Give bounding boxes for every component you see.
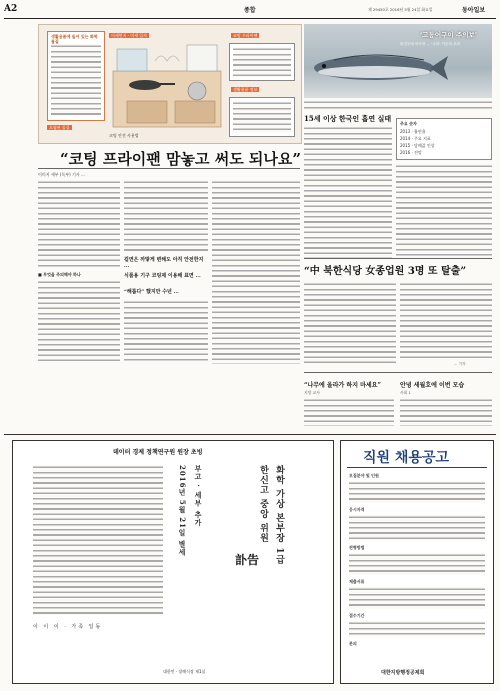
job-ad-org: 대한지방행정공제회 [381,670,425,676]
main-body-col1 [38,180,120,270]
job-ad-title-rule [347,467,487,468]
main-headline: “코팅 프라이팬 맘놓고 써도 되나요” [60,150,302,168]
ad-section-rule [4,434,496,435]
small-left-body [304,398,394,426]
masthead-rule [4,18,496,19]
right-top-body-col2 [396,164,492,258]
notice-vertical-text: 한신고 중앙 위원 [258,465,268,544]
middle-body-col2 [400,282,492,360]
job-ad-item: 전형방법 [349,545,365,550]
infographic-label: 코팅 안전 사용법 [109,133,139,138]
stats-item: 2014 · 주요 지표 [400,136,431,141]
issue-info: 제 29450호 2016년 5월 24일 화요일 [368,7,433,12]
section-title: 종합 [244,7,256,14]
job-ad-item: 접수기간 [349,613,365,618]
job-ad-item: 문의 [349,641,357,646]
paper-name: 동아일보 [462,7,486,14]
main-body-col2b [124,300,208,364]
job-ad-item: 응시자격 [349,507,365,512]
main-deck-2: 식품용 기구 코팅제 이용해 표면 ... [124,273,201,279]
main-body-col3 [212,180,300,364]
infographic-label: 미세먼지 · 미세 입자 [111,33,147,38]
main-byline: 이미지 세부 (독부) 기자 ... [38,172,85,177]
infographic-side-box [229,97,295,137]
infographic-label: 생활용품 정보 [233,87,258,92]
middle-rule [304,258,492,259]
stats-box-title: 주요 숫자 [400,121,417,126]
job-ad-item: 모집분야 및 인원 [349,473,379,478]
infographic-text-lines [233,47,291,77]
middle-headline: “中 북한식당 女종업원 3명 또 탈출” [304,266,467,277]
stats-item: 2013 · 흡연율 [400,129,426,134]
small-right-body [400,398,492,426]
job-ad [340,440,494,684]
infographic-label: 코팅 프라이팬 [233,33,258,38]
middle-byline: ... 기자 [454,362,466,366]
infographic-side-box [229,43,295,81]
photo-caption-lines [304,100,492,110]
main-body-col1b [38,280,120,364]
small-right-headline: 안녕 세월호에 이번 모습 [400,382,465,389]
job-ad-lines [349,515,485,541]
infographic-label: 오염된 물질 [49,125,70,130]
small-stories-rule [304,372,492,373]
small-right-tag: 사회 1 [400,390,411,395]
notice-ad [12,440,334,684]
notice-footer: 대한인 · 장례식장 제1실 [163,669,206,674]
job-ad-lines [349,587,485,609]
stats-item: 2015 · 담배값 인상 [400,143,435,148]
small-left-tag: 지방 교사 [304,390,320,395]
job-ad-lines [349,553,485,575]
stats-box [396,118,492,160]
middle-body-col1 [304,282,396,364]
infographic-text-lines [51,44,101,116]
main-subhead: ■ 무엇을 주의해야 하나 [38,272,81,277]
notice-title: 데이터 경제 정책연구원 원장 초빙 [113,449,203,456]
headline-rule [38,168,300,169]
main-deck-3: “해롭다” 했지만 수년 ... [124,289,179,295]
notice-columns [33,465,163,615]
page-number: A2 [4,4,18,14]
kitchen-illustration [107,41,227,133]
main-body-col2 [124,180,208,252]
right-top-body-col1 [304,126,392,258]
job-ad-item: 제출서류 [349,579,365,584]
job-ad-lines [349,621,485,637]
notice-vertical-text: 부고 · 세부 추가 [194,465,203,527]
stats-item: 2016 · 전망 [400,150,422,155]
infographic-text-lines [233,101,291,133]
fish-photo [304,24,492,98]
small-left-headline: “나무에 올라가 하지 마세요” [304,382,381,389]
notice-vertical-text: 화학 가상 본부장 1급 [274,465,284,565]
infographic-label: 생활용품에 들어 있는 화학물질 [51,34,98,44]
photo-caption-sub: 환경부에 따르면 ... ‘주의’ 기준치 초과 [400,42,461,46]
notice-vertical-text: 2016년 5월 21일 별세 [178,465,187,557]
obituary-label: 訃告 [235,553,260,567]
main-deck-1: 겉면은 까맣게 변해도 아직 안전한지 ... [124,257,204,269]
infographic-label-box [47,31,105,121]
photo-caption-title: ‘고등어구이 주의보’ [420,31,478,39]
notice-mourners: 이 이 이 · 가족 일동 [33,624,103,630]
job-ad-lines [349,481,485,503]
infographic [38,24,302,144]
job-ad-title: 직원 채용공고 [363,450,450,466]
right-top-headline: 15세 이상 한국인 흡연 실태 [304,114,392,123]
